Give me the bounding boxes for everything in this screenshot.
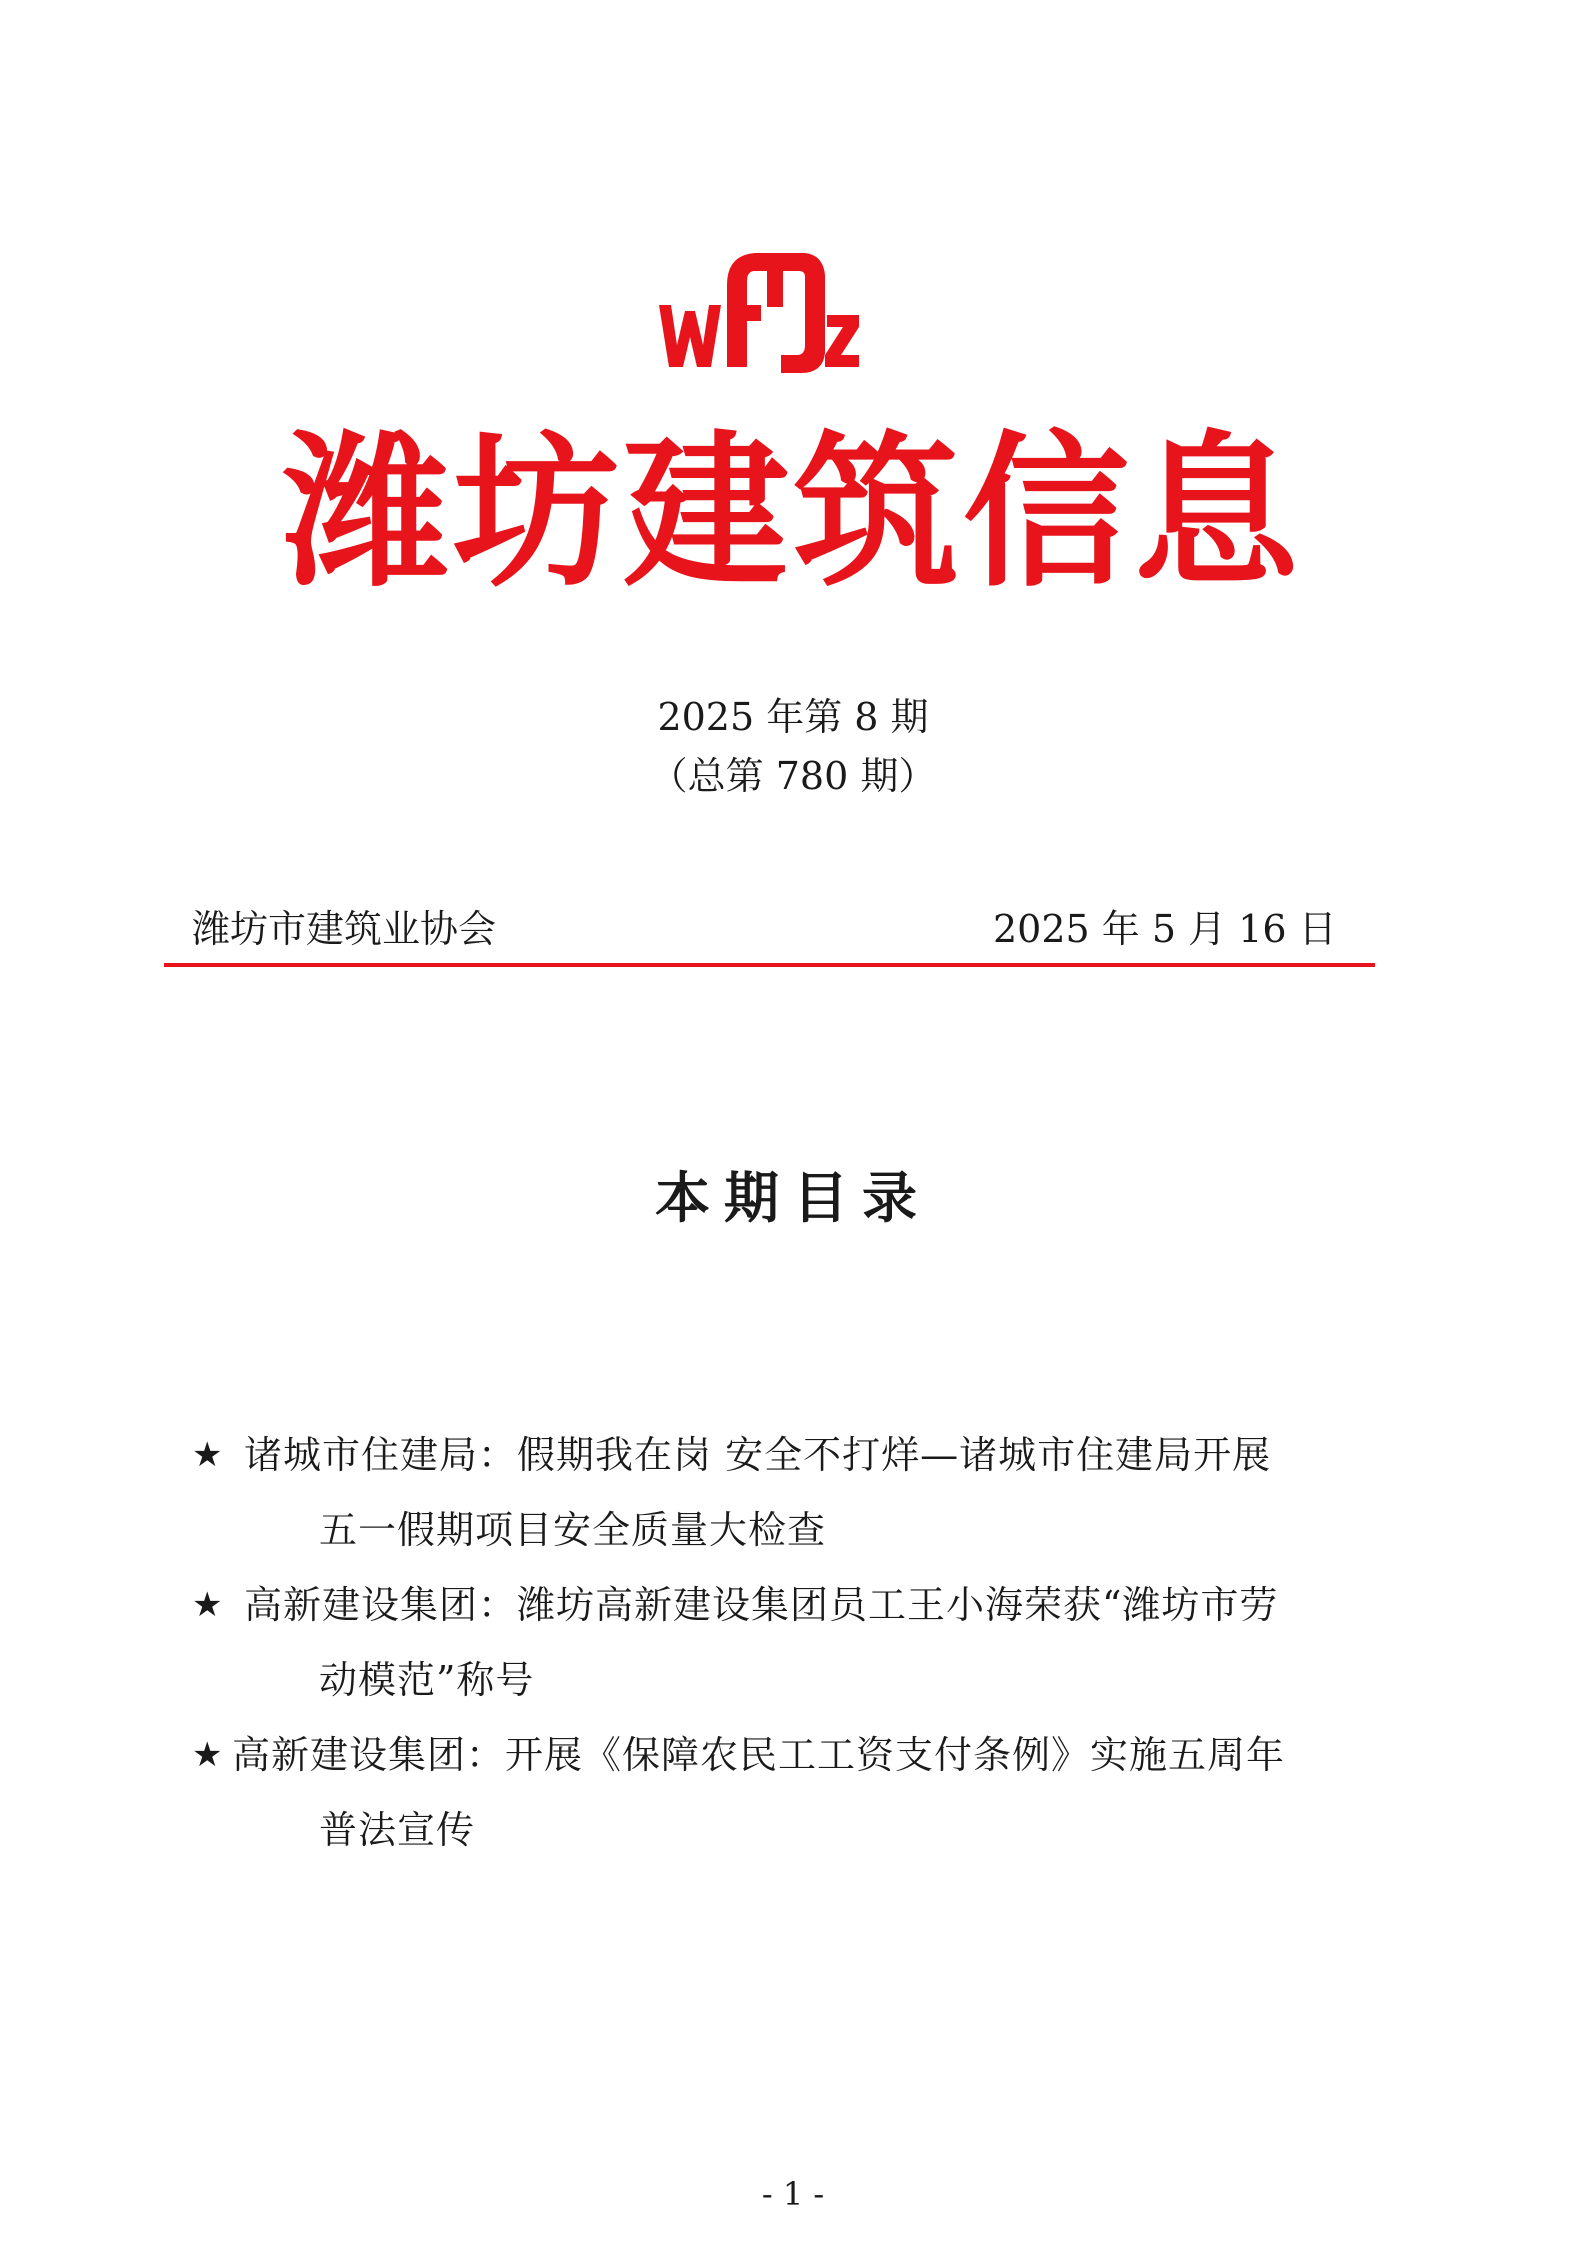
star-icon: ★ bbox=[192, 1735, 224, 1775]
issue-total: （总第 780 期） bbox=[649, 754, 937, 798]
toc-title: 本期目录 bbox=[654, 1165, 931, 1230]
toc-entry[interactable] bbox=[192, 1568, 1422, 1718]
toc-list bbox=[192, 1418, 1422, 1868]
toc-entry-title-continued: 五一假期项目安全质量大检查 bbox=[319, 1508, 827, 1552]
publisher-name: 潍坊市建筑业协会 bbox=[192, 907, 497, 951]
issue-number: 2025 年第 8 期 bbox=[657, 695, 929, 739]
toc-entry-title: 高新建设集团：开展《保障农民工工资支付条例》实施五周年 bbox=[232, 1733, 1286, 1777]
wfjz-logo bbox=[655, 245, 860, 375]
toc-entry[interactable] bbox=[192, 1418, 1422, 1568]
star-icon: ★ bbox=[192, 1435, 224, 1475]
toc-entry-title-continued: 动模范”称号 bbox=[319, 1658, 535, 1702]
publication-date: 2025 年 5 月 16 日 bbox=[993, 907, 1337, 951]
toc-entry[interactable] bbox=[192, 1718, 1422, 1868]
toc-entry-title: 诸城市住建局：假期我在岗 安全不打烊—诸城市住建局开展 bbox=[244, 1433, 1272, 1477]
toc-entry-title: 高新建设集团：潍坊高新建设集团员工王小海荣获“潍坊市劳 bbox=[244, 1583, 1279, 1627]
red-divider bbox=[164, 963, 1375, 967]
page-number: - 1 - bbox=[761, 2175, 825, 2213]
masthead-title: 潍坊建筑信息 bbox=[283, 415, 1303, 610]
toc-entry-title-continued: 普法宣传 bbox=[319, 1808, 476, 1852]
star-icon: ★ bbox=[192, 1585, 224, 1625]
